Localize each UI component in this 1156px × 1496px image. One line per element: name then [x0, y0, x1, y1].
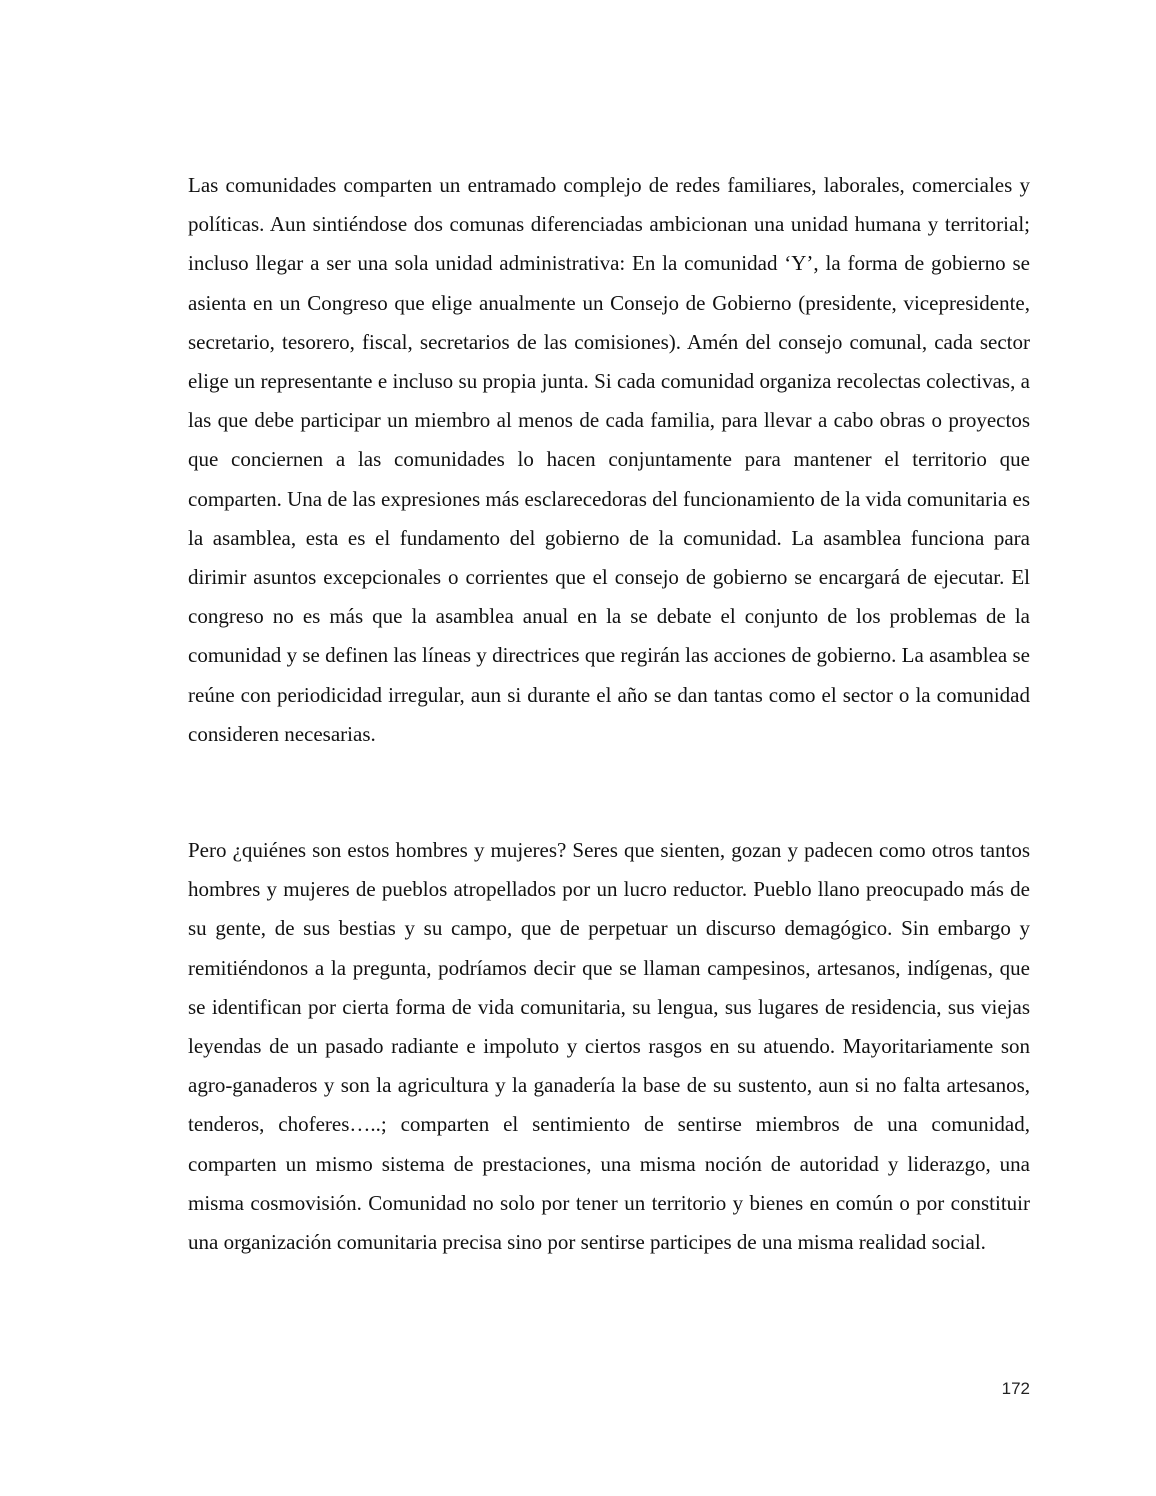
body-paragraph-2: Pero ¿quiénes son estos hombres y mujeres? Seres que sienten, gozan y padecen como otros tantos hombres y mujeres de pueblos atropellados por un lucro reductor. Pueblo llano preocupado más de su gente, de sus bestias y su campo, que de perpetuar un discurso demagógico. Sin embargo y remitiéndonos a la pregunta, podríamos decir que se llaman campesinos, artesanos, indígenas, que se identifican por cierta forma de vida comunitaria, su lengua, sus lugares de residencia, sus viejas leyendas de un pasado radiante e impoluto y ciertos rasgos en su atuendo. Mayoritariamente son agro-ganaderos y son la agricultura y la ganadería la base de su sustento, aun si no falta artesanos, tenderos, choferes…..; comparten el sentimiento de sentirse miembros de una comunidad, comparten un mismo sistema de prestaciones, una misma noción de autoridad y liderazgo, una misma cosmovisión. Comunidad no solo por tener un territorio y bienes en común o por constituir una organización comunitaria precisa sino por sentirse participes de una misma realidad social. [188, 838, 1030, 1255]
body-paragraph-1: Las comunidades comparten un entramado complejo de redes familiares, laborales, comerciales y políticas. Aun sintiéndose dos comunas diferenciadas ambicionan una unidad humana y territorial; incluso llegar a ser una sola unidad administrativa: En la comunidad ‘Y’, la forma de gobierno se asienta en un Congreso que elige anualmente un Consejo de Gobierno (presidente, vicepresidente, secretario, tesorero, fiscal, secretarios de las comisiones). Amén del consejo comunal, cada sector elige un representante e incluso su propia junta. Si cada comunidad organiza recolectas colectivas, a las que debe participar un miembro al menos de cada familia, para llevar a cabo obras o proyectos que conciernen a las comunidades lo hacen conjuntamente para mantener el territorio que comparten. Una de las expresiones más esclarecedoras del funcionamiento de la vida comunitaria es la asamblea, esta es el fundamento del gobierno de la comunidad. La asamblea funciona para dirimir asuntos excepcionales o corrientes que el consejo de gobierno se encargará de ejecutar. El congreso no es más que la asamblea anual en la se debate el conjunto de los problemas de la comunidad y se definen las líneas y directrices que regirán las acciones de gobierno. La asamblea se reúne con periodicidad irregular, aun si durante el año se dan tantas como el sector o la comunidad consideren necesarias. [188, 173, 1030, 746]
page-number: 172 [1001, 1379, 1030, 1398]
